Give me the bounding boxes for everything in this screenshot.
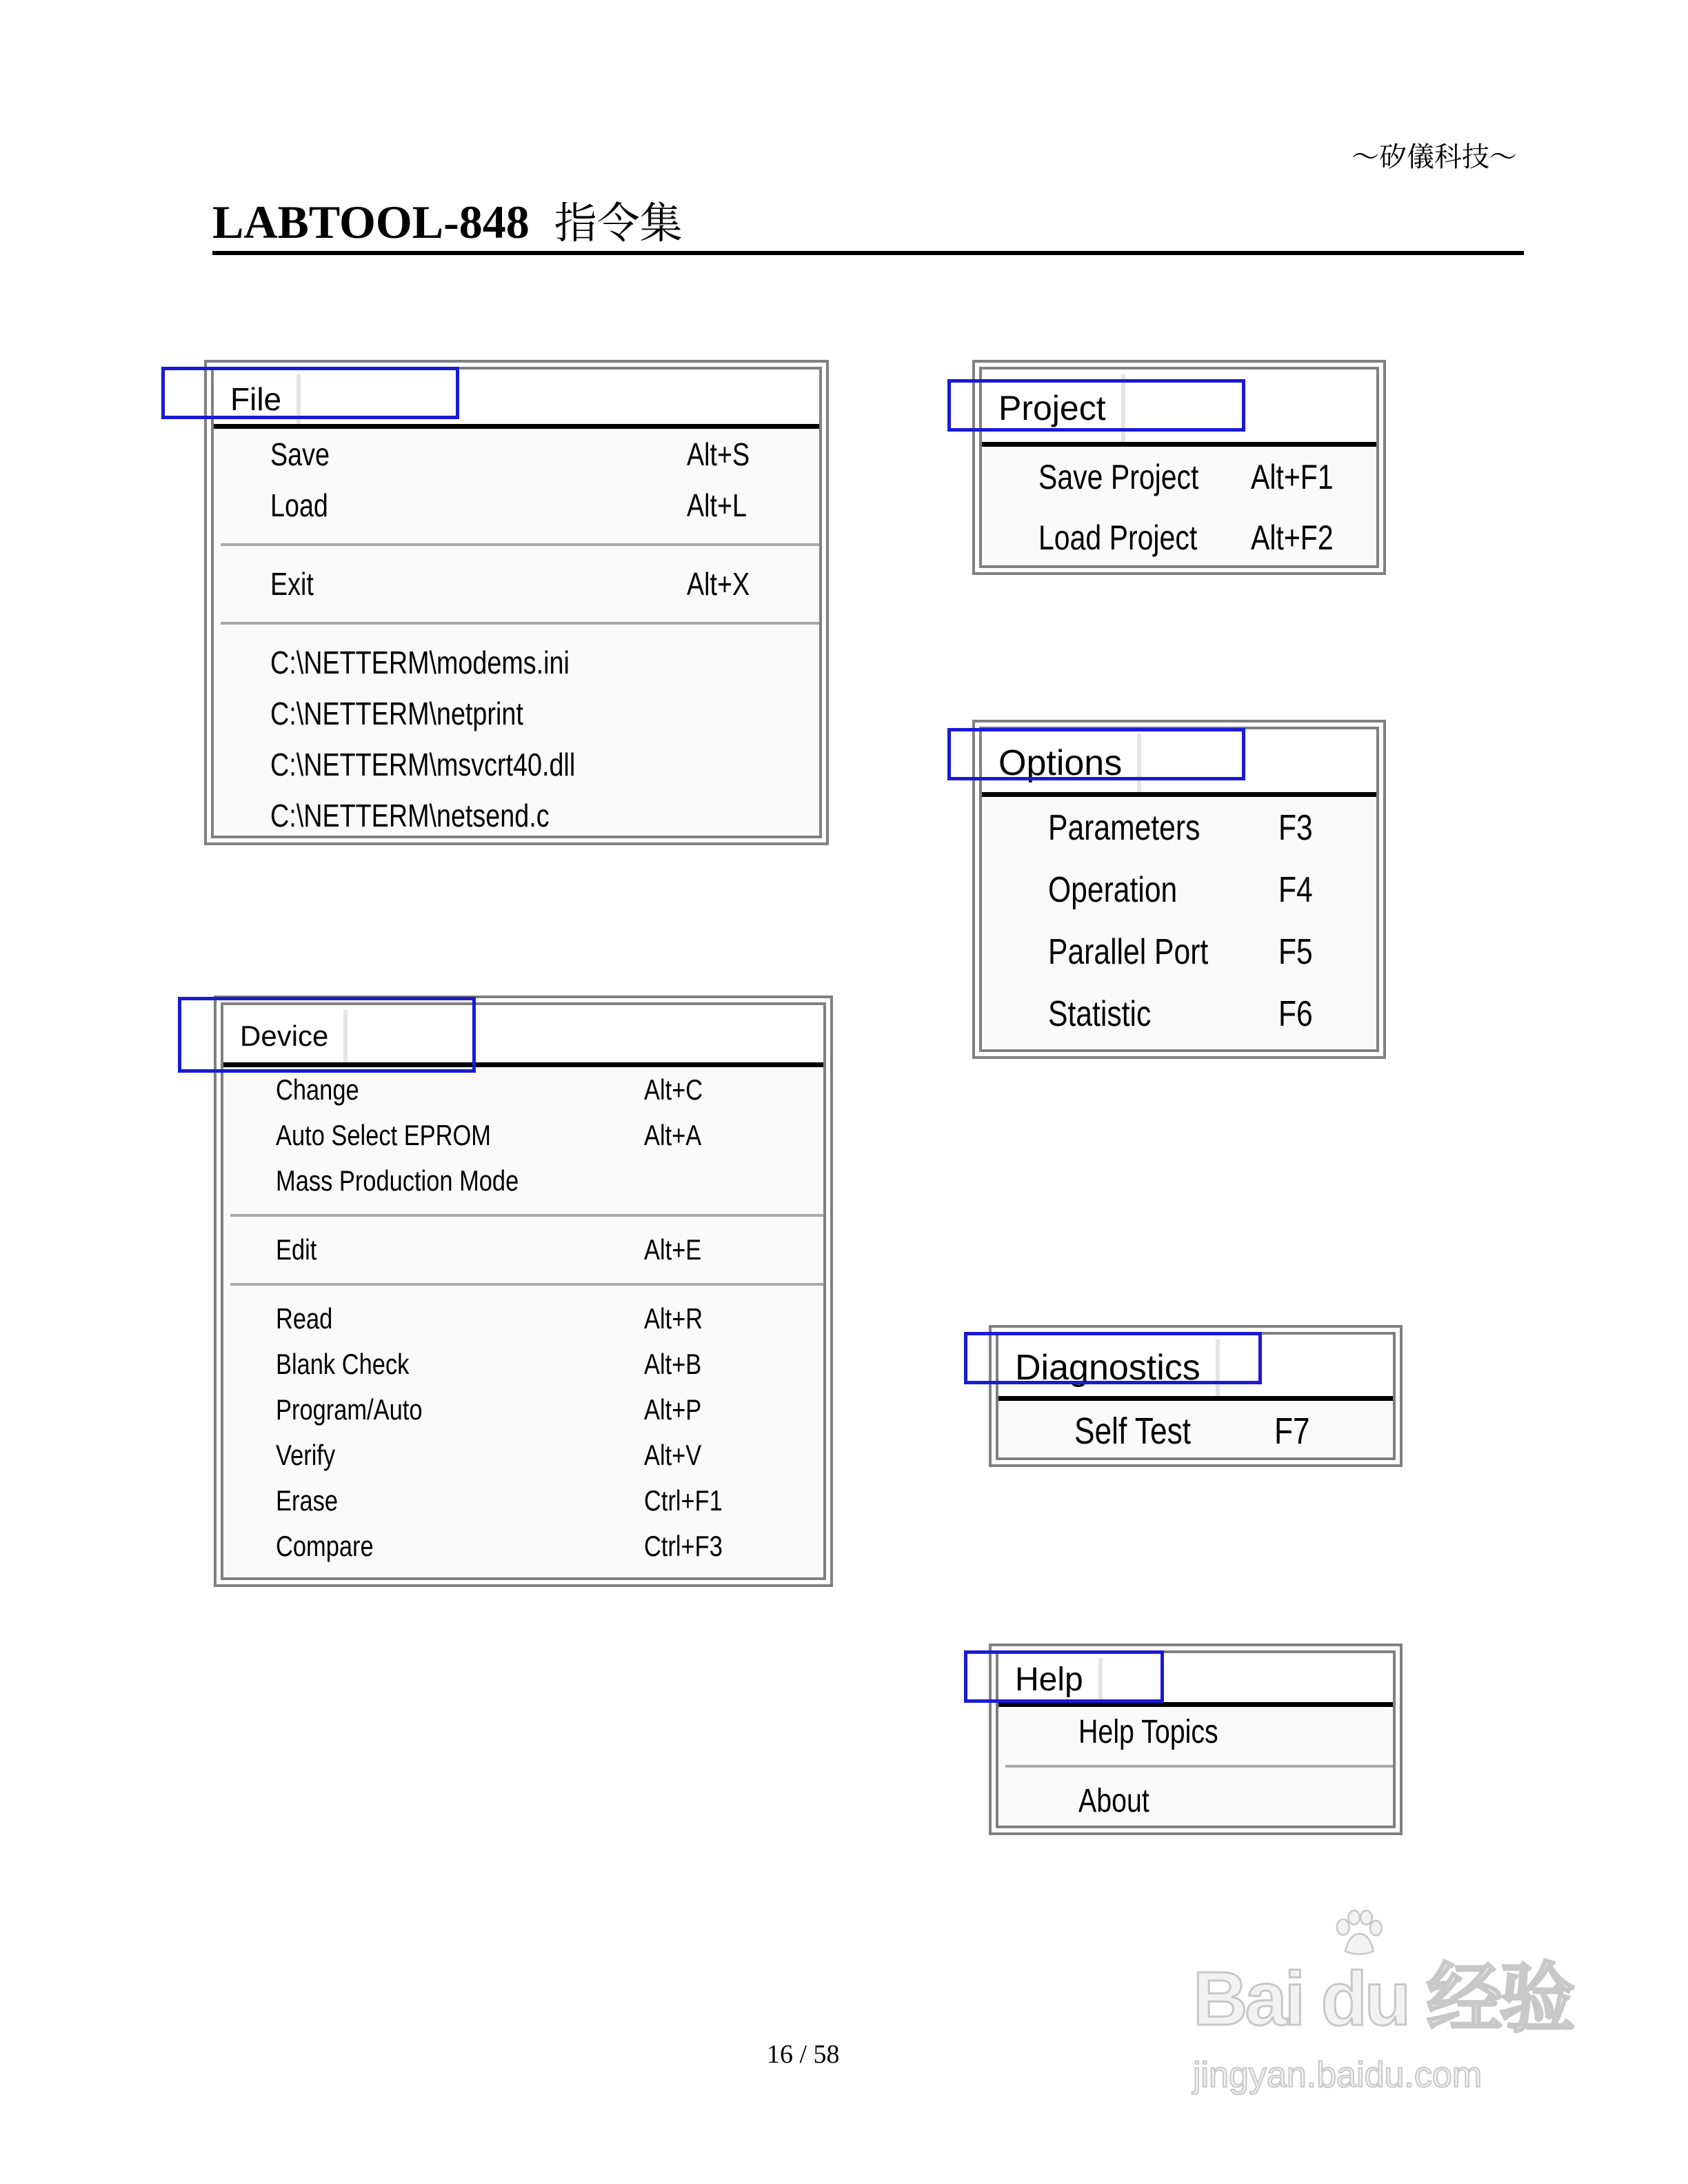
title-text: LABTOOL-848	[212, 196, 530, 248]
menu-item-shortcut: Ctrl+F3	[644, 1530, 723, 1562]
menu-item-change[interactable]	[223, 1067, 823, 1113]
page-number: 16 / 58	[767, 2040, 840, 2069]
menu-item-label: C:\NETTERM\msvcrt40.dll	[270, 747, 576, 782]
menu-item-operation[interactable]	[982, 859, 1376, 921]
menu-item-label: Statistic	[1048, 994, 1152, 1034]
menu-item-exit[interactable]	[214, 558, 819, 609]
page-title	[212, 194, 1524, 255]
watermark-url: jingyan.baidu.com	[1193, 2055, 1483, 2095]
menu-item-label: Parameters	[1048, 808, 1200, 848]
menu-item-label: Edit	[276, 1233, 317, 1266]
menu-item-shortcut: F4	[1278, 870, 1313, 910]
menu-item-shortcut: Alt+L	[687, 487, 747, 523]
highlight-box-help	[964, 1650, 1164, 1703]
highlight-box-project	[947, 379, 1245, 432]
menu-item-load-project[interactable]	[982, 507, 1376, 568]
menu-item-label: Load Project	[1038, 518, 1198, 557]
menu-item-label: Read	[276, 1302, 333, 1335]
menu-item-shortcut: Alt+A	[644, 1119, 702, 1151]
menu-item-save[interactable]	[214, 429, 819, 480]
menu-item-shortcut: Alt+S	[687, 436, 750, 472]
menu-title-device[interactable]: Device	[240, 1010, 348, 1062]
menu-item-label: Save	[270, 436, 330, 472]
menu-separator	[214, 531, 819, 558]
menu-item-shortcut: Alt+X	[687, 566, 750, 602]
menu-item-c-netterm-msvcrt40-dll[interactable]	[214, 739, 819, 790]
menu-item-label: C:\NETTERM\modems.ini	[270, 645, 570, 680]
menu-item-read[interactable]	[223, 1296, 823, 1342]
menu-item-shortcut: Alt+C	[644, 1073, 703, 1106]
menu-item-parallel-port[interactable]	[982, 921, 1376, 983]
menu-title-help[interactable]: Help	[1015, 1658, 1103, 1702]
baidu-watermark	[1186, 1910, 1572, 2110]
device-menu	[214, 995, 833, 1587]
menu-item-load[interactable]	[214, 480, 819, 531]
menu-item-label: Verify	[276, 1439, 336, 1471]
menu-item-label: C:\NETTERM\netprint	[270, 696, 523, 731]
menu-panel	[221, 1002, 826, 1580]
menu-item-label: Operation	[1048, 870, 1178, 910]
menu-item-shortcut: Alt+P	[644, 1393, 702, 1426]
menu-item-label: Parallel Port	[1048, 932, 1209, 972]
menu-item-mass-production-mode[interactable]	[223, 1158, 823, 1204]
menu-title-file[interactable]: File	[230, 374, 301, 424]
menu-item-label: C:\NETTERM\netsend.c	[270, 798, 550, 833]
menu-item-parameters[interactable]	[982, 797, 1376, 859]
menu-item-label: Self Test	[1074, 1410, 1192, 1452]
highlight-box-file	[161, 367, 459, 419]
menu-item-verify[interactable]	[223, 1433, 823, 1478]
menu-separator	[214, 609, 819, 637]
watermark-brand: Bai du 经验	[1193, 1957, 1573, 2041]
paw-icon	[1324, 1910, 1393, 1958]
menu-item-shortcut: Alt+R	[644, 1302, 703, 1335]
menu-item-c-netterm-netprint[interactable]	[214, 688, 819, 739]
menu-item-label: Mass Production Mode	[276, 1164, 519, 1197]
highlight-box-device	[178, 997, 476, 1073]
menu-item-blank-check[interactable]	[223, 1342, 823, 1387]
menu-title-project[interactable]: Project	[998, 374, 1125, 442]
menu-item-shortcut: F3	[1278, 808, 1313, 848]
company-name: ～矽儀科技～	[1352, 141, 1517, 173]
menu-item-compare[interactable]	[223, 1524, 823, 1569]
menu-title-diagnostics[interactable]: Diagnostics	[1015, 1339, 1220, 1396]
menu-item-label: Change	[276, 1073, 359, 1106]
menu-item-shortcut: Alt+F2	[1251, 518, 1334, 557]
highlight-box-options	[947, 728, 1245, 780]
menu-item-label: Auto Select EPROM	[276, 1119, 491, 1151]
menu-item-label: Compare	[276, 1530, 374, 1562]
menu-item-self-test[interactable]	[998, 1401, 1393, 1460]
menu-item-label: Help Topics	[1078, 1713, 1218, 1750]
menu-item-shortcut: Alt+B	[644, 1348, 702, 1380]
menu-title-options[interactable]: Options	[998, 734, 1141, 792]
menu-item-label: Load	[270, 487, 328, 523]
highlight-box-diagnostics	[964, 1332, 1262, 1384]
menu-separator	[223, 1273, 823, 1296]
menu-item-label: Exit	[270, 566, 314, 602]
menu-separator	[998, 1757, 1393, 1776]
file-menu	[204, 360, 829, 845]
menu-item-save-project[interactable]	[982, 447, 1376, 507]
menu-item-statistic[interactable]	[982, 983, 1376, 1045]
menu-item-shortcut: F6	[1278, 994, 1313, 1034]
menu-item-shortcut: F5	[1278, 932, 1313, 972]
menu-item-shortcut: Alt+V	[644, 1439, 702, 1471]
menu-item-erase[interactable]	[223, 1478, 823, 1524]
menu-item-shortcut: Ctrl+F1	[644, 1484, 723, 1517]
menu-item-shortcut: Alt+E	[644, 1233, 702, 1266]
menu-item-edit[interactable]	[223, 1227, 823, 1273]
menu-item-label: Erase	[276, 1484, 338, 1517]
menu-panel	[211, 367, 822, 838]
menu-item-c-netterm-netsend-c[interactable]	[214, 790, 819, 838]
menu-item-auto-select-eprom[interactable]	[223, 1113, 823, 1158]
menu-item-shortcut: F7	[1274, 1410, 1310, 1452]
menu-item-label: Program/Auto	[276, 1393, 423, 1426]
menu-item-label: Save Project	[1038, 458, 1199, 496]
menu-item-about[interactable]	[998, 1776, 1393, 1826]
menu-item-help-topics[interactable]	[998, 1707, 1393, 1757]
title-zh: 指令集	[554, 198, 683, 248]
menu-item-program-auto[interactable]	[223, 1387, 823, 1433]
menu-item-label: About	[1078, 1782, 1149, 1819]
menu-separator	[223, 1204, 823, 1227]
menu-item-shortcut: Alt+F1	[1251, 458, 1334, 496]
menu-item-label: Blank Check	[276, 1348, 410, 1380]
menu-item-c-netterm-modems-ini[interactable]	[214, 637, 819, 688]
